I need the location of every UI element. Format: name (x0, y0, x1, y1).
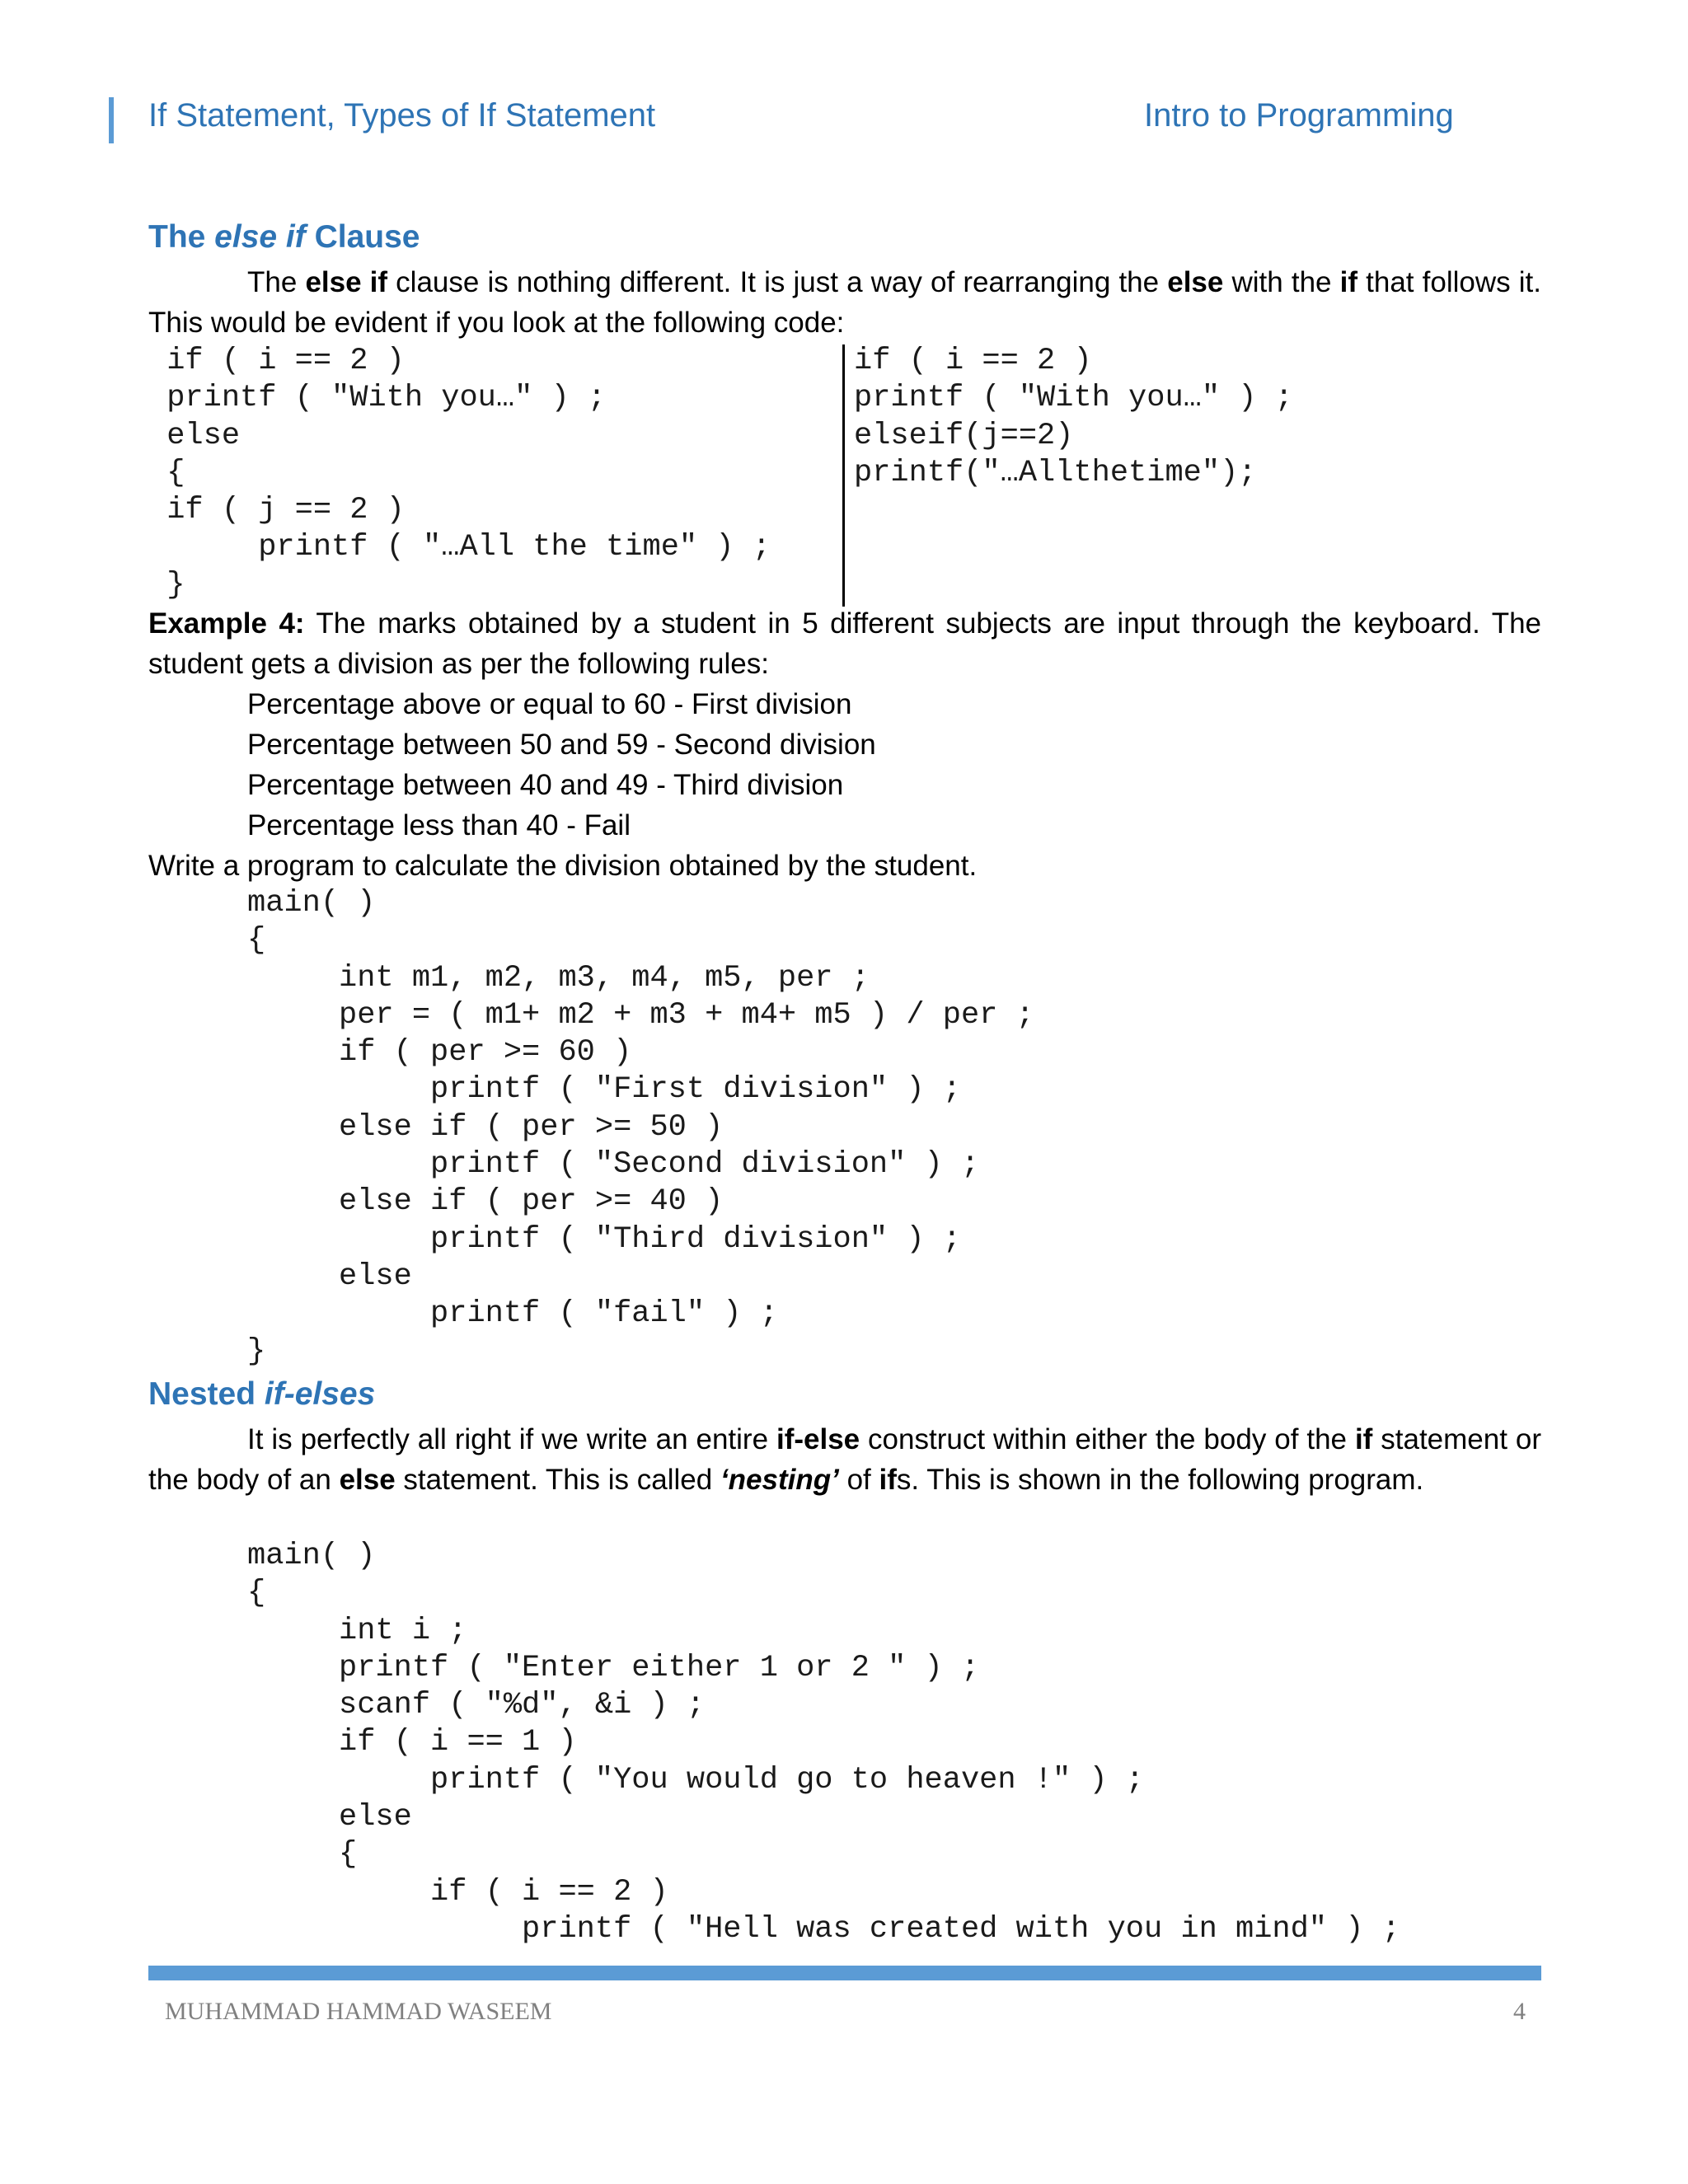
division-rule: Percentage between 40 and 49 - Third division (247, 769, 844, 801)
example-4-task: Write a program to calculate the division obtained by the student. (148, 850, 978, 882)
nested-if-paragraph: It is perfectly all right if we write an entire if-else construct within either the body of the if statement or the body of an else statement. This is called ‘nesting’ of ifs. This is shown in the following program. (148, 1423, 1541, 1496)
example-4-label: Example 4: (148, 607, 305, 640)
footer-page-number: 4 (1513, 1998, 1526, 2025)
code-block-nested-if: main( ) { int i ; printf ( "Enter either 1 or 2 " ) ; scanf ( "%d", &i ) ; if ( i == 1 ) printf ( "You would go to heaven !" ) ; else { if ( i == 2 ) printf ( "Hell was created with you in mind" ) ; (247, 1539, 1400, 1947)
section-heading-nested-if-elses: Nested if-elses (148, 1376, 376, 1412)
code-block-division: main( ) { int m1, m2, m3, m4, m5, per ; per = ( m1+ m2 + m3 + m4+ m5 ) / per ; if ( per >= 60 ) printf ( "First division" ) ; else if ( per >= 50 ) printf ( "Second division" ) ; else if ( per >= 40 ) printf ( "Third division" ) ; else printf ( "fail" ) ; } (247, 886, 1034, 1369)
else-if-intro-paragraph: The else if clause is nothing different. It is just a way of rearranging the else with the if that follows it. This would be evident if you look at the following code: (148, 266, 1541, 339)
header-chapter-title: If Statement, Types of If Statement (148, 97, 656, 134)
header-course-title: Intro to Programming (1144, 97, 1454, 134)
footer-accent-bar (148, 1966, 1541, 1980)
section-heading-else-if: The else if Clause (148, 219, 420, 255)
code-block-nested-else: if ( i == 2 ) printf ( "With you…" ) ; else { if ( j == 2 ) printf ( "…All the time" ) ; } (166, 344, 771, 602)
code-comparison-divider (842, 344, 845, 607)
header-accent-bar (109, 97, 114, 143)
footer-author: MUHAMMAD HAMMAD WASEEM (165, 1998, 552, 2025)
division-rules-list (247, 684, 876, 846)
code-block-else-if: if ( i == 2 ) printf ( "With you…" ) ; elseif(j==2) printf("…Allthetime"); (854, 344, 1293, 490)
example-4-paragraph: Example 4: The marks obtained by a student in 5 different subjects are input through the keyboard. The student gets a division as per the following rules: (148, 607, 1542, 680)
division-rule: Percentage between 50 and 59 - Second division (247, 729, 876, 761)
division-rule: Percentage above or equal to 60 - First division (247, 688, 852, 720)
division-rule: Percentage less than 40 - Fail (247, 809, 631, 841)
